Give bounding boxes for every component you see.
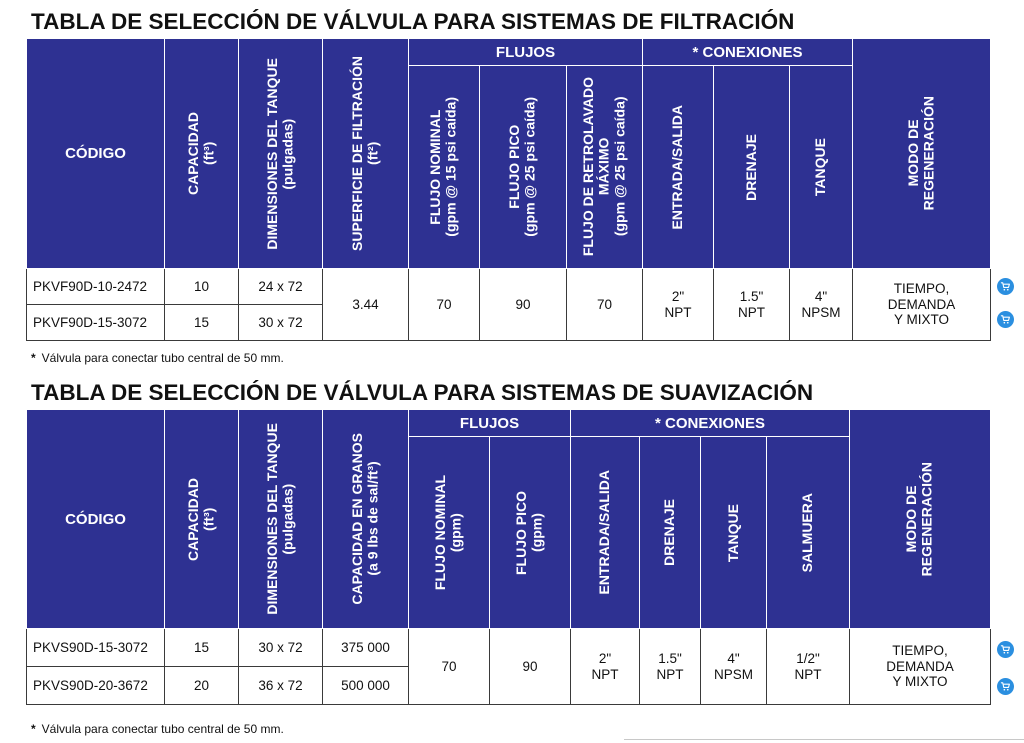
header-salmuera: SALMUERA <box>767 437 850 629</box>
cell-dimensiones: 30 x 72 <box>239 629 323 667</box>
cell-modo-regeneracion: TIEMPO, DEMANDA Y MIXTO <box>850 629 991 705</box>
cell-flujo-nominal: 70 <box>409 269 480 341</box>
header-flujo-nominal: FLUJO NOMINAL (gpm @ 15 psi caída) <box>409 66 480 269</box>
cell-dimensiones: 36 x 72 <box>239 667 323 705</box>
header-tanque: TANQUE <box>701 437 767 629</box>
divider <box>624 739 1024 740</box>
cell-flujo-pico: 90 <box>480 269 567 341</box>
cell-flujo-pico: 90 <box>490 629 571 705</box>
header-flujo-retrolavado: FLUJO DE RETROLAVADO MÁXIMO (gpm @ 25 psi caída) <box>567 66 643 269</box>
cell-superficie: 3.44 <box>323 269 409 341</box>
cell-entrada-salida: 2" NPT <box>643 269 714 341</box>
cell-flujo-retrolavado: 70 <box>567 269 643 341</box>
header-entrada-salida: ENTRADA/SALIDA <box>571 437 640 629</box>
header-flujos: FLUJOS <box>409 39 643 66</box>
filtration-footnote: * Válvula para conectar tubo central de 50 mm. <box>31 351 284 365</box>
cell-dimensiones: 24 x 72 <box>239 269 323 305</box>
softening-selection-table <box>26 409 991 705</box>
header-codigo: CÓDIGO <box>27 410 165 629</box>
cell-flujo-nominal: 70 <box>409 629 490 705</box>
cell-codigo: PKVF90D-15-3072 <box>27 305 165 341</box>
header-codigo: CÓDIGO <box>27 39 165 269</box>
cell-codigo: PKVS90D-20-3672 <box>27 667 165 705</box>
shopping-cart-icon[interactable] <box>997 641 1014 658</box>
header-capacidad-granos: CAPACIDAD EN GRANOS (a 9 lbs de sal/ft³) <box>323 410 409 629</box>
cell-capacidad: 10 <box>165 269 239 305</box>
shopping-cart-icon[interactable] <box>997 311 1014 328</box>
header-tanque: TANQUE <box>790 66 853 269</box>
table-row <box>27 629 991 667</box>
header-dimensiones-tanque: DIMENSIONES DEL TANQUE (pulgadas) <box>239 410 323 629</box>
header-flujo-pico: FLUJO PICO (gpm @ 25 psi caída) <box>480 66 567 269</box>
header-capacidad: CAPACIDAD (ft³) <box>165 410 239 629</box>
table-row <box>27 269 991 305</box>
header-dimensiones-tanque: DIMENSIONES DEL TANQUE (pulgadas) <box>239 39 323 269</box>
cell-capacidad-granos: 375 000 <box>323 629 409 667</box>
header-conexiones: * CONEXIONES <box>571 410 850 437</box>
cell-tanque: 4" NPSM <box>790 269 853 341</box>
shopping-cart-icon[interactable] <box>997 278 1014 295</box>
header-entrada-salida: ENTRADA/SALIDA <box>643 66 714 269</box>
header-flujos: FLUJOS <box>409 410 571 437</box>
header-flujo-nominal: FLUJO NOMINAL (gpm) <box>409 437 490 629</box>
header-modo-regeneracion: MODO DE REGENERACIÓN <box>850 410 991 629</box>
header-capacidad: CAPACIDAD (ft³) <box>165 39 239 269</box>
cell-tanque: 4" NPSM <box>701 629 767 705</box>
cell-entrada-salida: 2" NPT <box>571 629 640 705</box>
cell-codigo: PKVF90D-10-2472 <box>27 269 165 305</box>
header-flujo-pico: FLUJO PICO (gpm) <box>490 437 571 629</box>
shopping-cart-icon[interactable] <box>997 678 1014 695</box>
cell-capacidad: 15 <box>165 629 239 667</box>
header-superficie-filtracion: SUPERFICIE DE FILTRACIÓN (ft²) <box>323 39 409 269</box>
filtration-table-title: TABLA DE SELECCIÓN DE VÁLVULA PARA SISTEMAS DE FILTRACIÓN <box>31 9 795 34</box>
cell-codigo: PKVS90D-15-3072 <box>27 629 165 667</box>
cell-modo-regeneracion: TIEMPO, DEMANDA Y MIXTO <box>853 269 991 341</box>
cell-capacidad: 15 <box>165 305 239 341</box>
header-drenaje: DRENAJE <box>640 437 701 629</box>
header-conexiones: * CONEXIONES <box>643 39 853 66</box>
softening-footnote: * Válvula para conectar tubo central de 50 mm. <box>31 722 284 736</box>
cell-dimensiones: 30 x 72 <box>239 305 323 341</box>
softening-table-title: TABLA DE SELECCIÓN DE VÁLVULA PARA SISTEMAS DE SUAVIZACIÓN <box>31 380 814 405</box>
cell-capacidad: 20 <box>165 667 239 705</box>
cell-drenaje: 1.5" NPT <box>714 269 790 341</box>
cell-drenaje: 1.5" NPT <box>640 629 701 705</box>
header-modo-regeneracion: MODO DE REGENERACIÓN <box>853 39 991 269</box>
cell-salmuera: 1/2" NPT <box>767 629 850 705</box>
filtration-selection-table <box>26 38 991 341</box>
cell-capacidad-granos: 500 000 <box>323 667 409 705</box>
header-drenaje: DRENAJE <box>714 66 790 269</box>
